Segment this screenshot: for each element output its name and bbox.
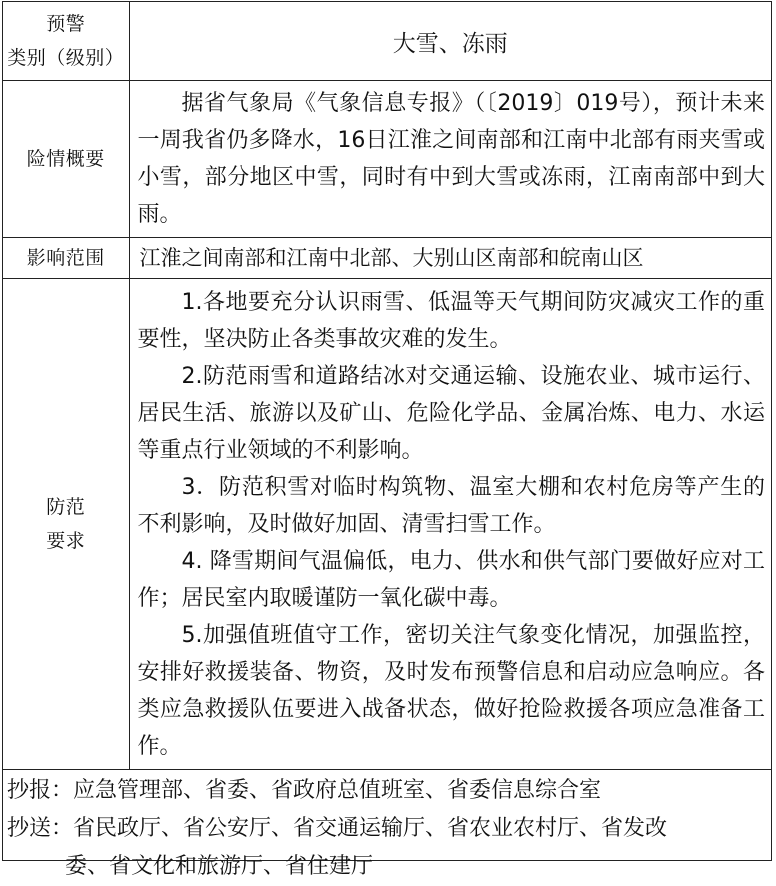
row-measures: [3, 279, 771, 770]
send-line-1: 抄送：省民政厅、省公安厅、省交通运输厅、省农业农村厅、省发改: [7, 816, 668, 841]
warning-type-label-line2: 类别（级别）: [7, 47, 125, 69]
measures-cell: [129, 279, 771, 770]
distribution-footer: [3, 770, 771, 886]
overview-text: 据省气象局《气象信息专报》（〔2019〕019号），预计未来一周我省仍多降水，16日江淮之间南部和江南中北部有雨夹雪或小雪，部分地区中雪，同时有中到大雪或冻雨，江南南部中到大雨。: [137, 91, 765, 227]
measures-label-line2: 要求: [46, 530, 86, 552]
scope-text: 江淮之间南部和江南中北部、大别山区南部和皖南山区: [129, 238, 771, 279]
scope-label: 影响范围: [3, 238, 129, 279]
row-warning-type: [3, 2, 771, 81]
measures-label-line1: 防范: [46, 496, 86, 518]
warning-type-label: [3, 2, 129, 81]
warning-type-value: 大雪、冻雨: [129, 2, 771, 81]
measure-item: 1.各地要充分认识雨雪、低温等天气期间防灾减灾工作的重要性，坚决防止各类事故灾难的发生。: [137, 289, 765, 352]
send-line-2: 委、省文化和旅游厅、省住建厅: [65, 854, 374, 879]
warning-type-label-line1: 预警: [46, 13, 86, 35]
measure-item: 3．防范积雪对临时构筑物、温室大棚和农村危房等产生的不利影响，及时做好加固、清雪扫雪工作。: [137, 474, 765, 537]
row-scope: [3, 238, 771, 279]
warning-document: [2, 1, 772, 879]
measure-item: 2.防范雨雪和道路结冰对交通运输、设施农业、城市运行、居民生活、旅游以及矿山、危险化学品、金属冶炼、电力、水运等重点行业领域的不利影响。: [137, 363, 765, 463]
warning-table: [3, 2, 771, 770]
overview-cell: [129, 81, 771, 238]
row-overview: [3, 81, 771, 238]
measures-label: [3, 279, 129, 770]
overview-label: 险情概要: [3, 81, 129, 238]
measure-item: 4. 降雪期间气温偏低，电力、供水和供气部门要做好应对工作；居民室内取暖谨防一氧化碳中毒。: [137, 548, 765, 611]
measure-item: 5.加强值班值守工作，密切关注气象变化情况，加强监控，安排好救援装备、物资，及时发布预警信息和启动应急响应。各类应急救援队伍要进入战备状态，做好抢险救援各项应急准备工作。: [137, 622, 765, 759]
cc-report-line: 抄报：应急管理部、省委、省政府总值班室、省委信息综合室: [7, 778, 602, 803]
